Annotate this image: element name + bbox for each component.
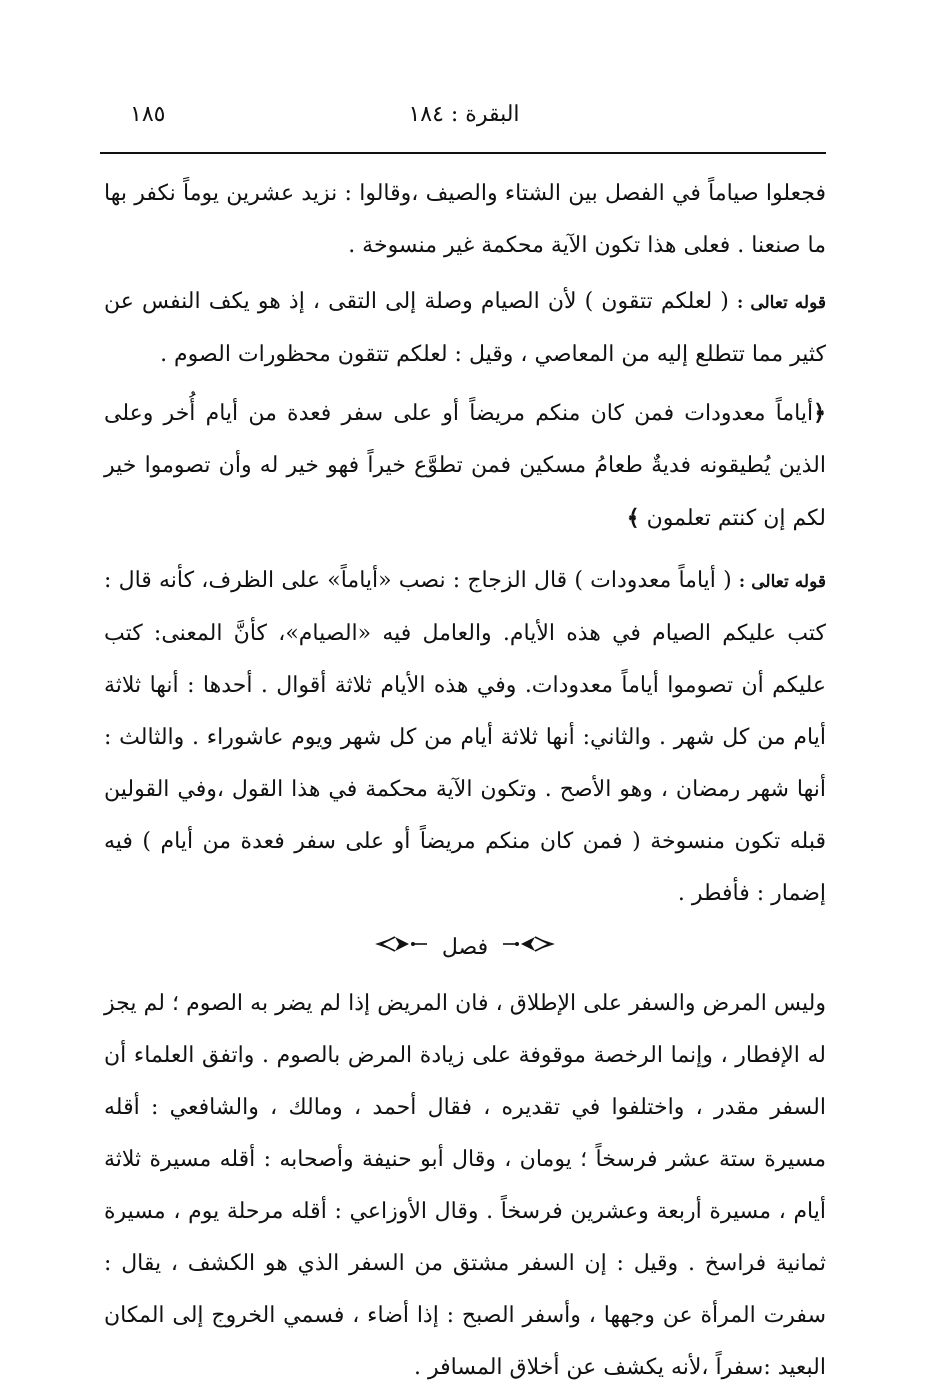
running-title: البقرة : ١٨٤ <box>408 102 520 127</box>
ornament-left-icon <box>501 922 557 974</box>
verse-close-bracket: ﴾ <box>626 505 640 531</box>
paragraph-2-lead: قوله تعالى : <box>737 293 827 313</box>
quran-verse <box>104 387 826 545</box>
section-heading <box>104 922 826 974</box>
section-title: فصل <box>441 935 489 960</box>
paragraph-4: وليس المرض والسفر على الإطلاق ، فان المريض إذا لم يضر به الصوم ؛ لم يجز له الإفطار ، وإنما الرخصة موقوفة على زيادة المرض بالصوم . واتفق العلماء أن السفر مقدر ، واختلفوا في تقديره ، فقال أحمد ، ومالك ، والشافعي : أقله مسيرة ستة عشر فرسخاً ؛ يومان ، وقال أبو حنيفة وأصحابه : أقله مسيرة ثلاثة أيام ، مسيرة أربعة وعشرين فرسخاً . وقال الأوزاعي : أقله مرحلة يوم ، مسيرة ثمانية فراسخ . وقيل : إن السفر مشتق من السفر الذي هو الكشف ، يقال : سفرت المرأة عن وجهها ، وأسفر الصبح : إذا أضاء ، فسمي الخروج إلى المكان البعيد :سفراً ،لأنه يكشف عن أخلاق المسافر . <box>104 991 827 1380</box>
paragraph-3-lead: قوله تعالى : <box>738 572 827 592</box>
ornament-right-icon <box>373 922 429 974</box>
page-number: ١٨٥ <box>130 102 166 127</box>
paragraph-3 <box>104 555 826 920</box>
header-divider <box>100 152 826 154</box>
paragraph-2 <box>104 276 826 381</box>
paragraph-1: فجعلوا صياماً في الفصل بين الشتاء والصيف ،وقالوا : نزيد عشرين يوماً نكفر بها ما صنعنا . فعلى هذا تكون الآية محكمة غير منسوخة . <box>104 181 826 258</box>
paragraph-2-text: ( لعلكم تتقون ) لأن الصيام وصلة إلى التقى ، إذ هو يكف النفس عن كثير مما تتطلع إليه من المعاصي ، وقيل : لعلكم تتقون محظورات الصوم . <box>104 289 826 367</box>
page-header <box>104 98 824 138</box>
paragraph-3-text: ( أياماً معدودات ) قال الزجاج : نصب «أياماً» على الظرف، كأنه قال : كتب عليكم الصيام في هذه الأيام. والعامل فيه «الصيام»، كأنَّ المعنى: كتب عليكم أن تصوموا أياماً معدودات. وفي هذه الأيام ثلاثة أقوال . أحدها : أنها ثلاثة أيام من كل شهر . والثاني: أنها ثلاثة أيام من كل شهر ويوم عاشوراء . والثالث : أنها شهر رمضان ، وهو الأصح . وتكون الآية محكمة في هذا القول ،وفي القولين قبله تكون منسوخة ( فمن كان منكم مريضاً أو على سفر فعدة من أيام ) فيه إضمار : فأفطر . <box>104 568 826 906</box>
verse-open-bracket: ﴿ <box>813 400 826 426</box>
verse-text: أياماً معدودات فمن كان منكم مريضاً أو على سفر فعدة من أيام أُخر وعلى الذين يُطيقونه فديةٌ طعامُ مسكين فمن تطوَّع خيراً فهو خير له وأن تصوموا خير لكم إن كنتم تعلمون <box>104 401 826 531</box>
page-body <box>104 168 826 1394</box>
